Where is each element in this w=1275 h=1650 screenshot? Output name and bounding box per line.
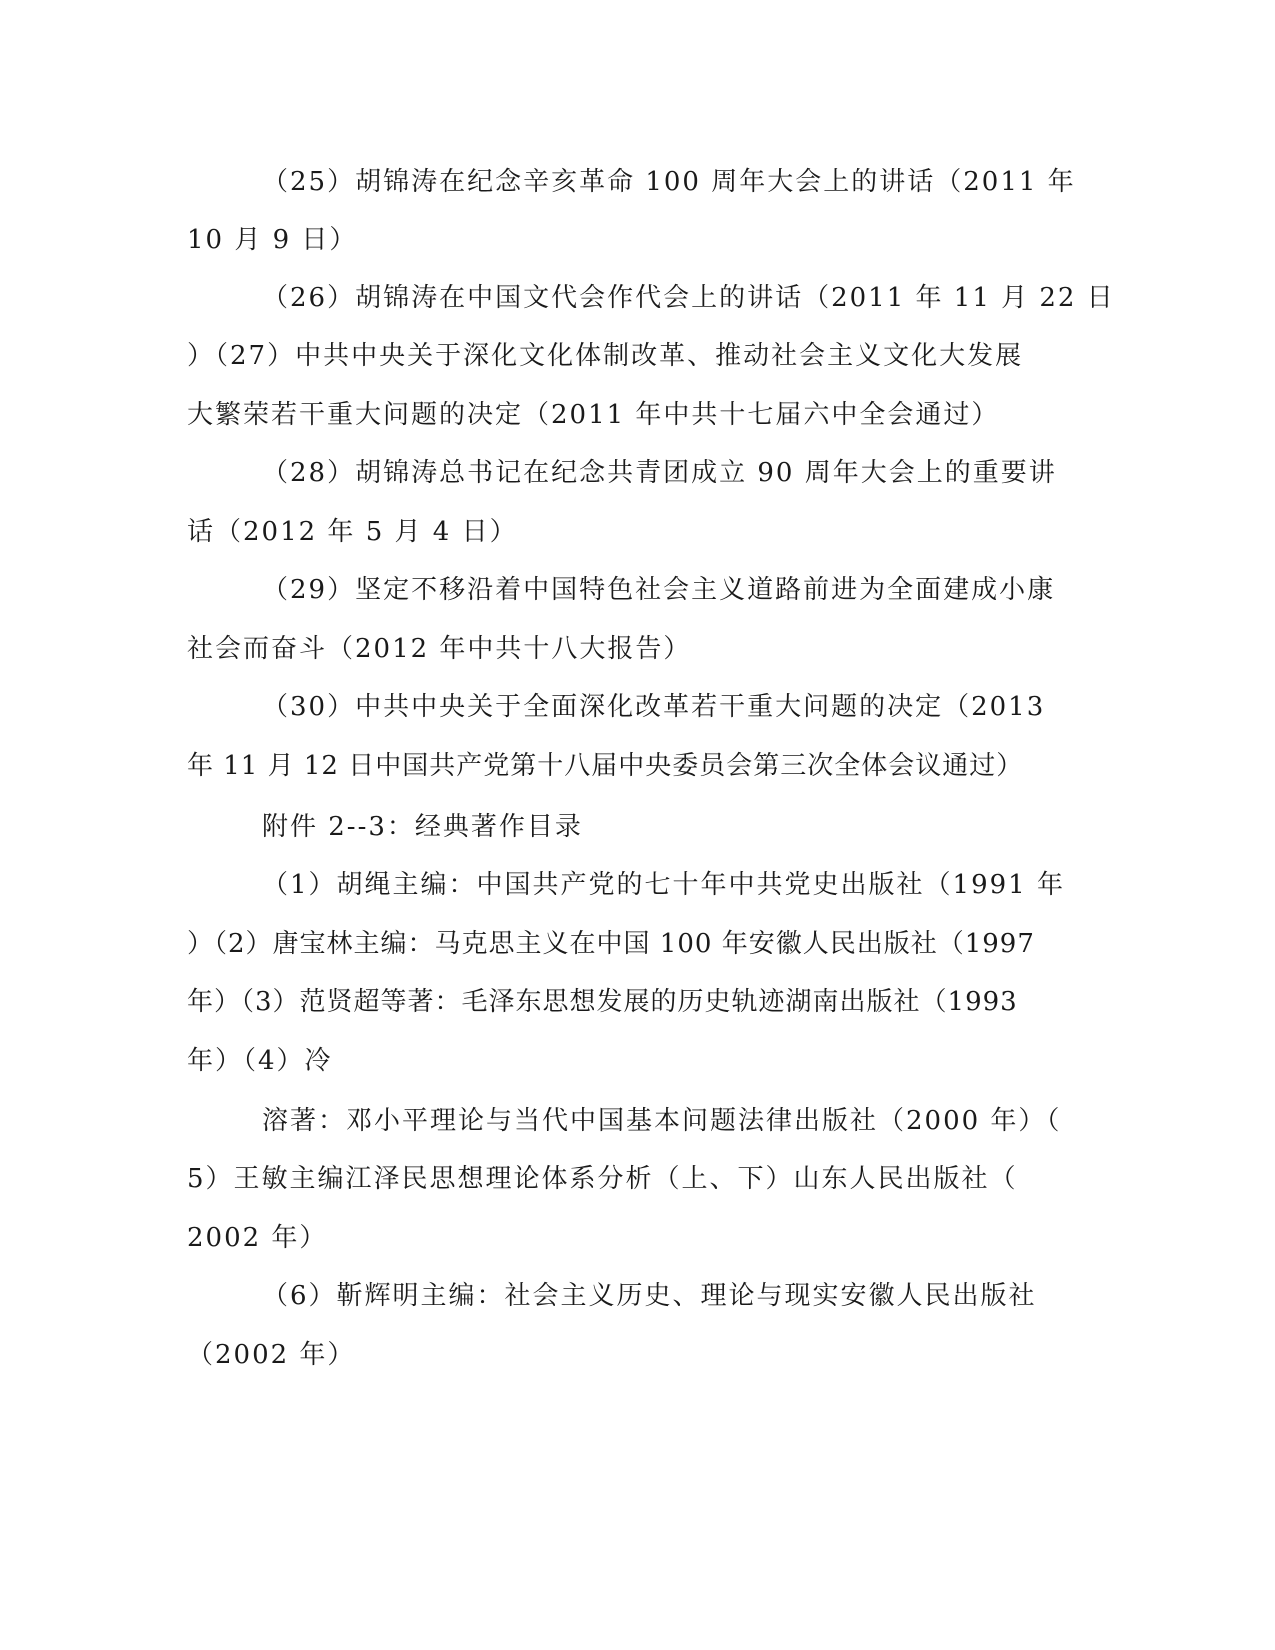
text-line: 话（2012 年 5 月 4 日） (187, 517, 518, 547)
text-line: （28）胡锦涛总书记在纪念共青团成立 90 周年大会上的重要讲 (262, 458, 1057, 488)
text-line: （26）胡锦涛在中国文代会作代会上的讲话（2011 年 11 月 22 日 (262, 283, 1115, 313)
text-line: ）（2）唐宝林主编：马克思主义在中国 100 年安徽人民出版社（1997 (187, 929, 1035, 959)
text-line: 大繁荣若干重大问题的决定（2011 年中共十七届六中全会通过） (187, 400, 1000, 430)
text-line: （30）中共中央关于全面深化改革若干重大问题的决定（2013 (262, 692, 1046, 722)
text-line: 5）王敏主编江泽民思想理论体系分析（上、下）山东人民出版社（ (187, 1164, 1018, 1194)
text-line: 年）（3）范贤超等著：毛泽东思想发展的历史轨迹湖南出版社（1993 (187, 987, 1018, 1017)
text-line: （25）胡锦涛在纪念辛亥革命 100 周年大会上的讲话（2011 年 (262, 167, 1076, 197)
text-line: （29）坚定不移沿着中国特色社会主义道路前进为全面建成小康 (262, 575, 1056, 605)
text-line: ）（27）中共中央关于深化文化体制改革、推动社会主义文化大发展 (187, 341, 1024, 371)
text-line: 溶著：邓小平理论与当代中国基本问题法律出版社（2000 年）（ (262, 1106, 1062, 1136)
text-line: 2002 年） (187, 1223, 328, 1253)
text-line: 10 月 9 日） (187, 225, 358, 255)
text-line: 年）（4）冷 (187, 1046, 333, 1076)
text-line: （1）胡绳主编：中国共产党的七十年中共党史出版社（1991 年 (262, 870, 1065, 900)
section-heading: 附件 2--3：经典著作目录 (262, 812, 583, 842)
text-line: 年 11 月 12 日中国共产党第十八届中央委员会第三次全体会议通过） (187, 751, 1024, 781)
text-line: （6）靳辉明主编：社会主义历史、理论与现实安徽人民出版社 (262, 1281, 1037, 1311)
text-line: 社会而奋斗（2012 年中共十八大报告） (187, 634, 692, 664)
text-line: （2002 年） (187, 1340, 356, 1370)
